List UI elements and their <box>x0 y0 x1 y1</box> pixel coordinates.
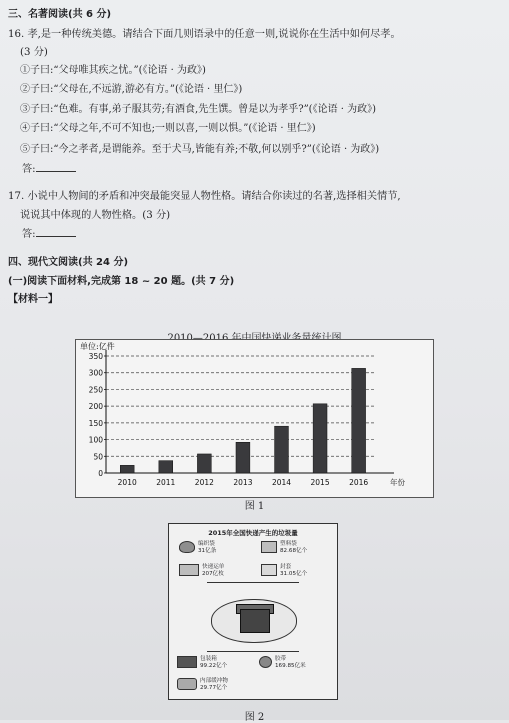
y-tick-label: 200 <box>88 402 103 412</box>
item-name: 胶带 <box>275 656 287 662</box>
item-name: 内部缓冲物 <box>200 678 228 684</box>
x-tick-label: 2010 <box>117 478 137 487</box>
q17-answer-blank[interactable] <box>36 227 76 237</box>
woven-bag-icon <box>179 541 195 553</box>
bar <box>313 404 327 473</box>
y-tick-label: 150 <box>88 418 103 428</box>
x-tick-label: 2012 <box>194 478 214 487</box>
y-axis-label: 单位:亿件 <box>80 342 115 351</box>
x-tick-label: 2016 <box>349 478 369 487</box>
x-tick-label: 2013 <box>233 478 253 487</box>
bar <box>197 454 211 473</box>
figure1-caption: 图 1 <box>244 501 265 512</box>
figure1-chart-frame <box>75 339 434 498</box>
carton-icon <box>177 656 197 668</box>
y-tick-label: 0 <box>98 469 103 478</box>
item-waybill <box>179 564 224 577</box>
x-tick-label: 2011 <box>156 478 176 487</box>
item-value: 31亿条 <box>198 547 217 554</box>
item-name: 封套 <box>280 564 292 570</box>
q16-answer-label: 答: <box>22 164 36 175</box>
item-value: 82.68亿个 <box>280 547 308 554</box>
figure2-caption: 图 2 <box>244 712 265 723</box>
item-value: 29.77亿个 <box>200 684 228 691</box>
item-tape <box>259 656 306 669</box>
item-plastic-bag <box>261 541 307 554</box>
bar <box>352 368 366 473</box>
section4-heading: 四、现代文阅读(共 24 分) <box>8 257 129 268</box>
q17-stem-1: 17. 小说中人物间的矛盾和冲突最能突显人物性格。请结合你读过的名著,选择相关情节, <box>8 191 401 202</box>
connector-line <box>207 582 299 583</box>
waybill-icon <box>179 564 199 576</box>
plastic-bag-icon <box>261 541 277 553</box>
item-buffer <box>177 678 228 691</box>
item-value: 31.05亿个 <box>280 570 308 577</box>
q16-answer-blank[interactable] <box>36 162 76 172</box>
tape-icon <box>259 656 272 668</box>
y-tick-label: 300 <box>88 368 103 378</box>
envelope-icon <box>261 564 277 576</box>
figure1-chart <box>76 340 433 497</box>
quote-4: ④子曰:“父母之年,不可不知也;一则以喜,一则以惧。”(《论语 · 里仁》) <box>20 123 316 134</box>
item-name: 包装箱 <box>200 656 217 662</box>
x-tick-label: 2015 <box>310 478 330 487</box>
quote-1: ①子曰:“父母唯其疾之忧。”(《论语 · 为政》) <box>20 65 206 76</box>
bar <box>236 442 250 473</box>
buffer-icon <box>177 678 197 690</box>
y-tick-label: 350 <box>88 352 103 361</box>
quote-2: ②子曰:“父母在,不远游,游必有方。”(《论语 · 里仁》) <box>20 84 243 95</box>
q16-score: (3 分) <box>20 47 48 58</box>
y-tick-label: 100 <box>88 435 103 445</box>
parcel-box-graphic <box>211 599 297 643</box>
item-envelope <box>261 564 307 577</box>
item-value: 207亿枚 <box>202 570 224 577</box>
q16-stem: 16. 孝,是一种传统美德。请结合下面几则语录中的任意一则,说说你在生活中如何尽孝。 <box>8 29 401 40</box>
section4-part1: (一)阅读下面材料,完成第 18 ~ 20 题。(共 7 分) <box>8 276 235 287</box>
q17-answer[interactable] <box>22 227 76 241</box>
quote-5: ⑤子曰:“今之孝者,是谓能养。至于犬马,皆能有养;不敬,何以别乎?”(《论语 · 为政》) <box>20 144 380 155</box>
quote-3: ③子曰:“色难。有事,弟子服其劳;有酒食,先生馔。曾是以为孝乎?”(《论语 · 为政》) <box>20 104 377 115</box>
item-woven-bag <box>179 541 216 554</box>
y-tick-label: 250 <box>88 385 103 395</box>
bar <box>159 461 173 473</box>
figure2-infographic <box>168 523 338 700</box>
q17-answer-label: 答: <box>22 229 36 240</box>
section3-heading: 三、名著阅读(共 6 分) <box>8 9 112 20</box>
bar <box>275 426 289 473</box>
q16-answer[interactable] <box>22 162 76 176</box>
item-value: 169.85亿米 <box>275 662 306 669</box>
material-1-label: 【材料一】 <box>8 294 58 305</box>
item-name: 编织袋 <box>198 541 215 547</box>
x-tick-label: 2014 <box>271 478 292 487</box>
figure2-title: 2015年全国快递产生的垃圾量 <box>208 529 298 537</box>
parcel-box-icon <box>240 609 270 633</box>
item-carton <box>177 656 227 669</box>
bar <box>120 465 134 473</box>
item-name: 塑料袋 <box>280 541 297 547</box>
y-tick-label: 50 <box>93 452 103 462</box>
item-name: 快递运单 <box>202 564 225 570</box>
item-value: 99.22亿个 <box>200 662 228 669</box>
connector-line <box>207 651 299 652</box>
x-axis-label: 年份 <box>390 478 405 487</box>
q17-stem-2: 说说其中体现的人物性格。(3 分) <box>20 210 171 221</box>
